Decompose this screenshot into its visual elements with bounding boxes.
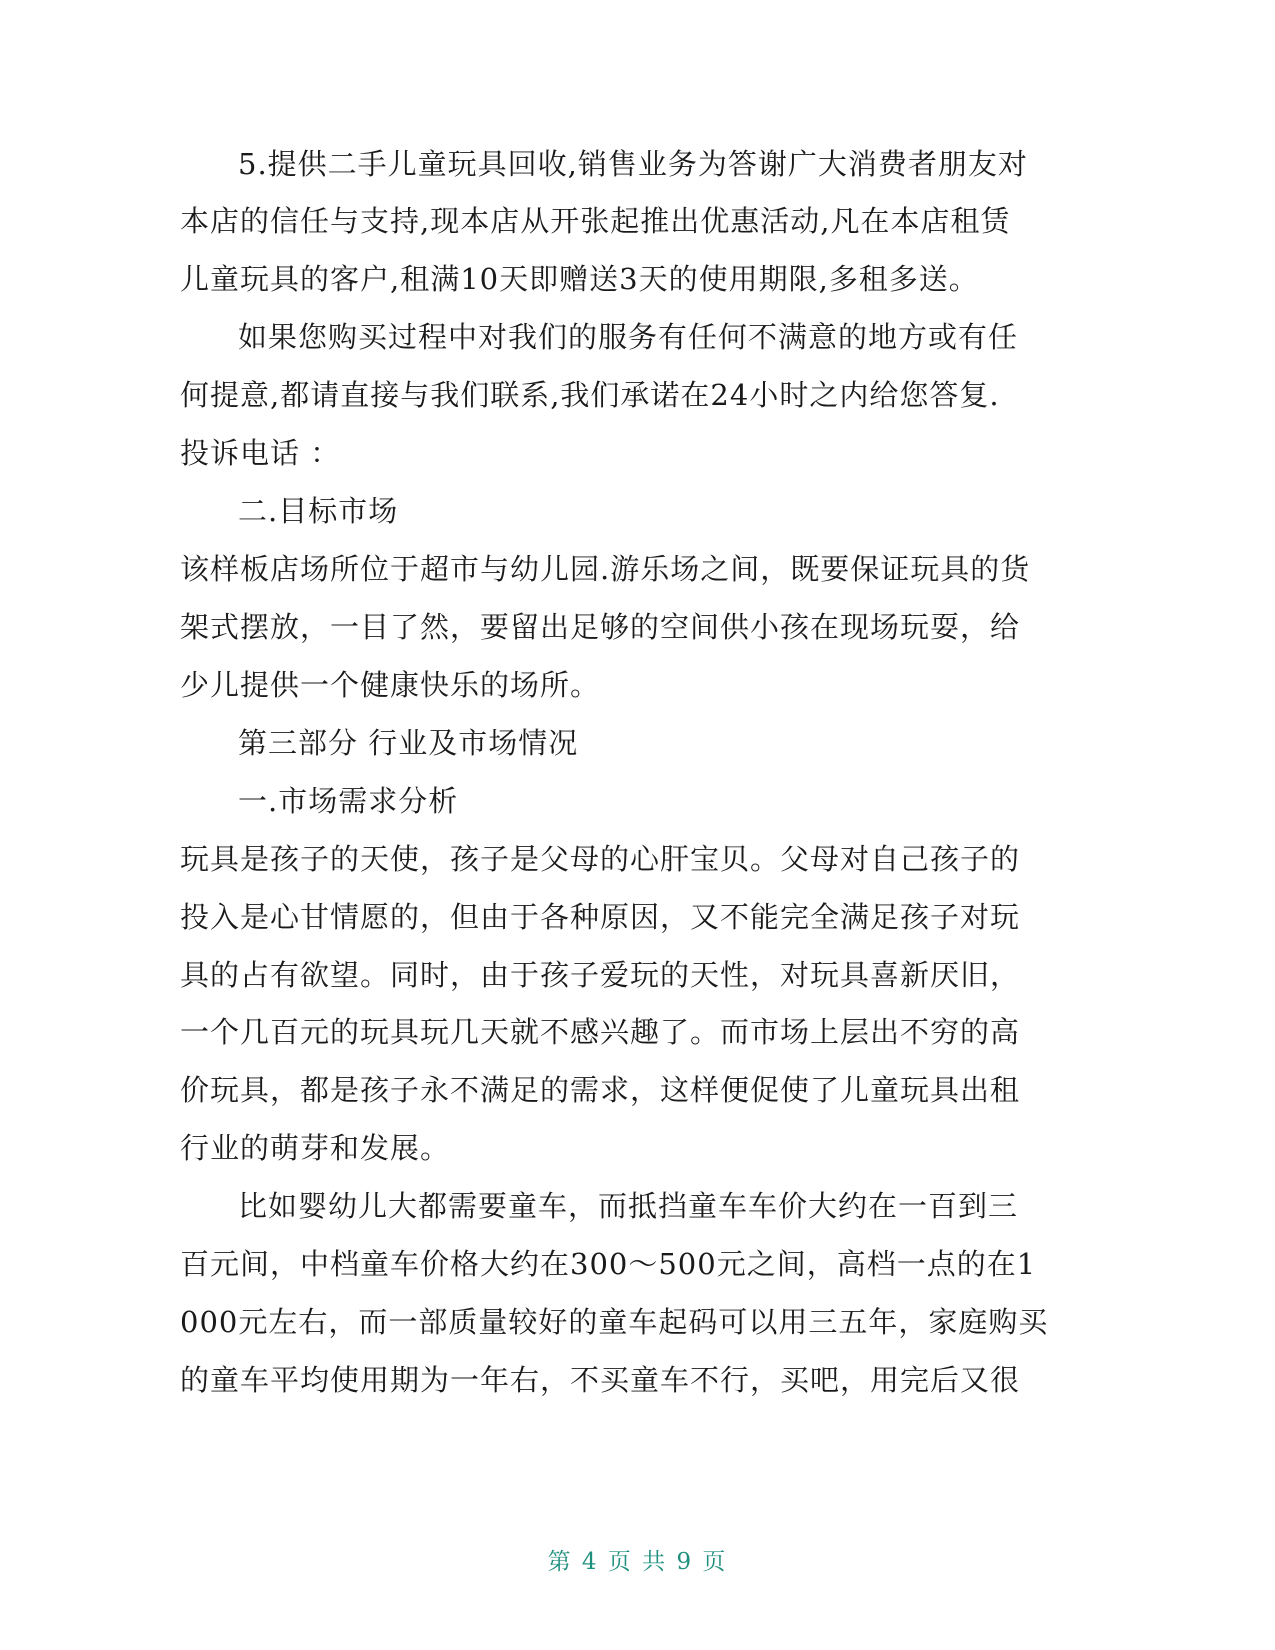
text-line: 000元左右，而一部质量较好的童车起码可以用三五年，家庭购买 [180,1305,1049,1339]
text-line: 本店的信任与支持,现本店从开张起推出优惠活动,凡在本店租赁 [180,204,1011,238]
text-line: 何提意,都请直接与我们联系,我们承诺在24小时之内给您答复. [180,378,1000,412]
text-line: 投入是心甘情愿的，但由于各种原因，又不能完全满足孩子对玩 [180,900,1021,934]
text-line: 少儿提供一个健康快乐的场所。 [180,668,601,702]
text-line: 比如婴幼儿大都需要童车，而抵挡童车车价大约在一百到三 [238,1189,1019,1223]
section-heading: 第三部分 行业及市场情况 [238,726,579,760]
section-heading: 一.市场需求分析 [238,784,459,818]
text-line: 如果您购买过程中对我们的服务有任何不满意的地方或有任 [238,320,1019,354]
text-line: 5.提供二手儿童玩具回收,销售业务为答谢广大消费者朋友对 [238,147,1028,181]
text-line: 架式摆放，一目了然，要留出足够的空间供小孩在现场玩耍，给 [180,610,1021,644]
text-line: 价玩具，都是孩子永不满足的需求，这样便促使了儿童玩具出租 [180,1073,1021,1107]
page-number-footer: 第 4 页 共 9 页 [547,1549,728,1575]
text-line: 该样板店场所位于超市与幼儿园.游乐场之间，既要保证玩具的货 [180,552,1031,586]
text-line: 儿童玩具的客户,租满10天即赠送3天的使用期限,多租多送。 [180,262,979,296]
text-line: 的童车平均使用期为一年右，不买童车不行，买吧，用完后又很 [180,1363,1021,1397]
section-heading: 二.目标市场 [238,494,399,528]
text-line: 一个几百元的玩具玩几天就不感兴趣了。而市场上层出不穷的高 [180,1015,1021,1049]
text-line: 行业的萌芽和发展。 [180,1131,451,1165]
text-line: 投诉电话 ： [180,436,341,470]
text-line: 具的占有欲望。同时，由于孩子爱玩的天性，对玩具喜新厌旧， [180,958,1021,992]
text-line: 百元间，中档童车价格大约在300～500元之间，高档一点的在1 [180,1247,1037,1281]
text-line: 玩具是孩子的天使，孩子是父母的心肝宝贝。父母对自己孩子的 [180,842,1021,876]
